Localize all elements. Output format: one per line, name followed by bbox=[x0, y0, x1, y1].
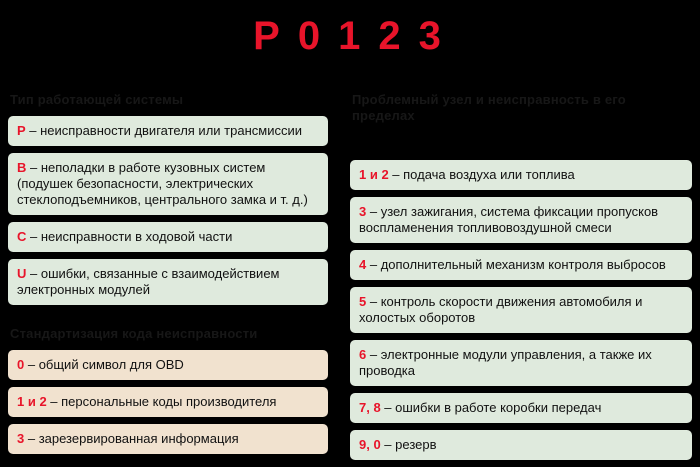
list-item bbox=[350, 160, 692, 190]
item-key: 0 bbox=[17, 357, 25, 372]
code-char-3: 2 bbox=[378, 14, 407, 58]
list-item bbox=[8, 259, 328, 305]
code-char-2: 1 bbox=[338, 14, 367, 58]
item-key: P bbox=[17, 123, 26, 138]
item-key: 4 bbox=[359, 257, 367, 272]
item-text: – ошибки в работе коробки передач bbox=[380, 400, 602, 415]
section-heading-code-standard: Стандартизация кода неисправности bbox=[10, 326, 258, 341]
section-heading-system-type: Тип работающей системы bbox=[10, 92, 184, 107]
item-key: 1 и 2 bbox=[359, 167, 389, 182]
item-text: – неисправности в ходовой части bbox=[26, 229, 233, 244]
list-item bbox=[8, 116, 328, 146]
code-char-4: 3 bbox=[418, 14, 447, 58]
item-key: 6 bbox=[359, 347, 367, 362]
item-text: – персональные коды производителя bbox=[46, 394, 277, 409]
item-key: 3 bbox=[359, 204, 367, 219]
list-item bbox=[350, 430, 692, 460]
right-column bbox=[350, 92, 692, 467]
list-item bbox=[350, 340, 692, 386]
list-item bbox=[8, 350, 328, 380]
item-text: – зарезервированная информация bbox=[24, 431, 239, 446]
code-char-1: 0 bbox=[297, 14, 327, 58]
item-text: – узел зажигания, система фиксации пропусков воспламенения топливовоздушной смеси bbox=[359, 204, 659, 235]
item-key: 3 bbox=[17, 431, 25, 446]
item-text: – неисправности двигателя или трансмиссии bbox=[25, 123, 302, 138]
diagnostic-code-title bbox=[0, 14, 700, 59]
item-key: C bbox=[17, 229, 27, 244]
list-item bbox=[8, 153, 328, 215]
column-spacer bbox=[350, 132, 692, 160]
list-item bbox=[350, 250, 692, 280]
item-key: 1 и 2 bbox=[17, 394, 47, 409]
section-heading-failed-node: Проблемный узел и неисправность в его пределах bbox=[352, 92, 626, 123]
item-key: 5 bbox=[359, 294, 367, 309]
left-column bbox=[8, 92, 328, 461]
item-text: – общий символ для OBD bbox=[24, 357, 184, 372]
column-spacer bbox=[8, 312, 328, 326]
code-char-0: P bbox=[253, 14, 286, 58]
list-item bbox=[350, 393, 692, 423]
item-text: – контроль скорости движения автомобиля и холостых оборотов bbox=[359, 294, 643, 325]
list-item bbox=[350, 287, 692, 333]
list-item bbox=[8, 222, 328, 252]
item-text: – неполадки в работе кузовных систем (подушек безопасности, электрических стеклоподъемников, центрального замка и т. д.) bbox=[17, 160, 308, 207]
item-key: 9, 0 bbox=[359, 437, 381, 452]
item-key: 7, 8 bbox=[359, 400, 381, 415]
item-text: – электронные модули управления, а также их проводка bbox=[359, 347, 652, 378]
item-text: – дополнительный механизм контроля выбросов bbox=[366, 257, 666, 272]
item-key: B bbox=[17, 160, 27, 175]
item-text: – ошибки, связанные с взаимодействием электронных модулей bbox=[17, 266, 280, 297]
item-text: – подача воздуха или топлива bbox=[388, 167, 575, 182]
list-item bbox=[350, 197, 692, 243]
item-text: – резерв bbox=[380, 437, 437, 452]
list-item bbox=[8, 387, 328, 417]
list-item bbox=[8, 424, 328, 454]
item-key: U bbox=[17, 266, 27, 281]
